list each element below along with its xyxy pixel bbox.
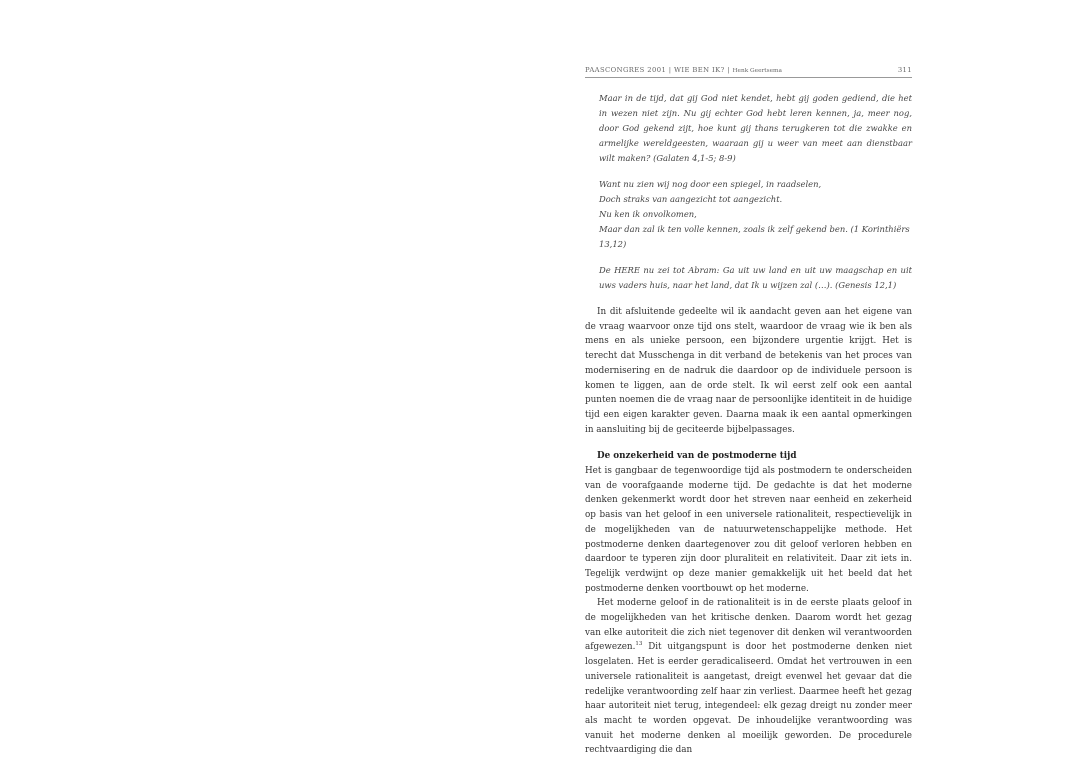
paragraph-intro: In dit afsluitende gedeelte wil ik aandacht geven aan het eigene van de vraag waarvoor onze tijd ons stelt, waardoor de vraag wie ik ben als mens en als unieke persoon, een bijzondere urgentie krijgt. Het is terecht dat Musschenga in dit verband de betekenis van het proces van modernisering en de nadruk die daardoor op de individuele persoon is komen te liggen, aan de orde stelt. Ik wil eerst zelf ook een aantal punten noemen die de vraag naar de persoonlijke identiteit in de huidige tijd een eigen karakter geven. Daarna maak ik een aantal opmerkingen in aansluiting bij de geciteerde bijbelpassages. [585, 307, 912, 435]
running-head-author: Henk Geertsema [732, 68, 782, 74]
paragraph-rationality [585, 596, 912, 758]
paragraph-rationality-start: Het moderne geloof in de rationaliteit is in de eerste plaats geloof in de mogelijkheden van het kritische denken. Daarom wordt het gezag van elke autoriteit die zich niet tegenover dit denken wil verantwoorden afgewezen. [585, 598, 912, 653]
quote-line: Maar dan zal ik ten volle kennen, zoals ik zelf gekend ben. (1 Korinthiërs 13,12) [599, 224, 910, 249]
quote-line: Doch straks van aangezicht tot aangezicht. [599, 194, 783, 204]
quote-galaten: Maar in de tijd, dat gij God niet kendet, hebt gij goden gediend, die het in wezen niet zijn. Nu gij echter God hebt leren kennen, ja, meer nog, door God gekend zijt, hoe kunt gij thans terugkeren tot die zwakke en armelijke wereldgeesten, waaraan gij u weer van meet aan dienstbaar wilt maken? (Galaten 4,1-5; 8-9) [599, 93, 912, 163]
running-head [585, 66, 912, 78]
paragraph-rationality-rest: Dit uitgangspunt is door het postmoderne denken niet losgelaten. Het is eerder geradicaliseerd. Omdat het vertrouwen in een universele rationaliteit is aangetast, dreigt evenwel het gevaar dat die redelijke verantwoording zelf haar zin verliest. Daarmee heeft het gezag haar autoriteit niet terug, integendeel: elk gezag dreigt nu zonder meer als macht te worden opgevat. De inhoudelijke verantwoording was vanuit het moderne denken al moeilijk geworden. De procedurele rechtvaardiging die dan [585, 642, 912, 756]
running-head-title: PAASCONGRES 2001 | WIE BEN IK? | [585, 66, 730, 74]
book-page [585, 66, 912, 758]
quote-genesis: De HERE nu zei tot Abram: Ga uit uw land en uit uw maagschap en uit uws vaders huis, naar het land, dat Ik u wijzen zal (…). (Genesis 12,1) [599, 265, 912, 290]
quote-line: Want nu zien wij nog door een spiegel, in raadselen, [599, 179, 822, 189]
body-text [585, 305, 912, 437]
running-head-title-group [585, 66, 782, 74]
section-heading: De onzekerheid van de postmoderne tijd [597, 451, 797, 462]
page-number: 311 [897, 66, 912, 74]
quote-line: Nu ken ik onvolkomen, [599, 209, 697, 219]
paragraph-postmodern: Het is gangbaar de tegenwoordige tijd als postmodern te onderscheiden van de voorafgaande moderne tijd. De gedachte is dat het moderne denken gekenmerkt wordt door het streven naar eenheid en zekerheid op basis van het geloof in een universele rationaliteit, respectievelijk in de mogelijkheden van de natuurwetenschappelijke methode. Het postmoderne denken daartegenover zou dit geloof verloren hebben en daardoor te typeren zijn door pluraliteit en relativiteit. Daar zit iets in. Tegelijk verdwijnt op deze manier gemakkelijk uit het beeld dat het postmoderne denken voortbouwt op het moderne. [585, 466, 912, 594]
footnote-ref: 13 [635, 641, 643, 648]
section-body [585, 464, 912, 758]
quote-korinthiers [599, 177, 912, 252]
